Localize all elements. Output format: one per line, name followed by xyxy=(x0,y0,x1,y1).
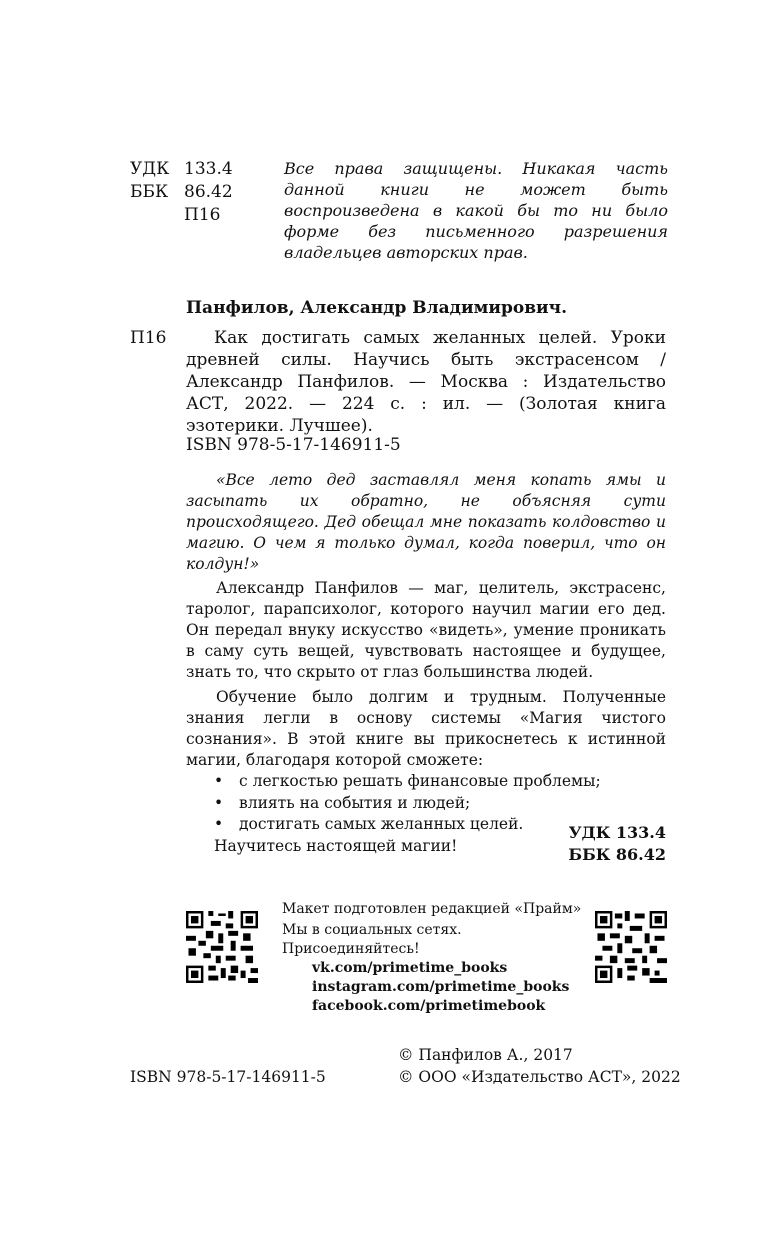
list-item: • достигать самых желанных целей. xyxy=(214,814,666,836)
footer-udk: УДК 133.4 xyxy=(568,823,666,842)
vk-link[interactable]: vk.com/primetime_books xyxy=(312,960,508,976)
udk-value: 133.4 xyxy=(184,159,233,179)
list-item: • с легкостью решать финансовые проблемы; xyxy=(214,771,666,793)
footer-bbk: ББК 86.42 xyxy=(568,845,666,864)
copyright-publisher: © ООО «Издательство АСТ», 2022 xyxy=(398,1068,681,1086)
publisher-line-2: Мы в социальных сетях. Присоединяйтесь! xyxy=(282,922,462,957)
qr-code-icon xyxy=(595,911,667,983)
annotation xyxy=(186,470,666,857)
publisher-line-1: Макет подготовлен редакцией «Прайм» xyxy=(282,901,582,917)
bbk-label: ББК xyxy=(130,182,169,202)
annotation-paragraph-2: Обучение было долгим и трудным. Полученные знания легли в основу системы «Магия чистого сознания». В этой книге вы прикоснетесь к истинной магии, благодаря которой сможете: xyxy=(186,688,666,769)
facebook-link[interactable]: facebook.com/primetimebook xyxy=(312,998,546,1014)
udk-label: УДК xyxy=(130,159,170,179)
bbk-value: 86.42 xyxy=(184,182,233,202)
copyright-author: © Панфилов А., 2017 xyxy=(398,1046,573,1064)
instagram-link[interactable]: instagram.com/primetime_books xyxy=(312,979,570,995)
publisher-block xyxy=(282,900,582,1016)
annotation-quote: «Все лето дед заставлял меня копать ямы и засыпать их обратно, не объясняя сути происходящего. Дед обещал мне показать колдовство и магию. О чем я только думал, когда поверил, что он колдун!» xyxy=(186,471,666,573)
catalog-mark: П16 xyxy=(130,328,167,348)
bullet-icon: • xyxy=(214,772,224,790)
bullet-icon: • xyxy=(214,793,224,812)
isbn-line: ISBN 978-5-17-146911-5 xyxy=(186,435,401,455)
qr-code-icon xyxy=(186,911,258,983)
rights-notice: Все права защищены. Никакая часть данной книги не может быть воспроизведена в какой бы то ни было форме без письменного разрешения владельцев авторских прав. xyxy=(284,159,668,262)
bottom-isbn: ISBN 978-5-17-146911-5 xyxy=(130,1068,326,1086)
list-item: • влиять на события и людей; xyxy=(214,793,666,815)
annotation-paragraph-1: Александр Панфилов — маг, целитель, экстрасенс, таролог, парапсихолог, которого научил магии его дед. Он передал внуку искусство «видеть», умение проникать в саму суть вещей, чувствовать настоящее и будущее, знать то, что скрыто от глаз большинства людей. xyxy=(186,579,666,681)
bullet-icon: • xyxy=(214,815,224,833)
author-mark: П16 xyxy=(184,205,221,225)
annotation-closing: Научитесь настоящей магии! xyxy=(214,836,458,855)
bibliographic-description: Как достигать самых желанных целей. Уроки древней силы. Научись быть экстрасенсом / Александр Панфилов. — Москва : Издательство АСТ, 2022. — 224 с. : ил. — (Золотая книга эзотерики. Лучшее). xyxy=(186,328,666,436)
author-heading: Панфилов, Александр Владимирович. xyxy=(186,298,567,318)
